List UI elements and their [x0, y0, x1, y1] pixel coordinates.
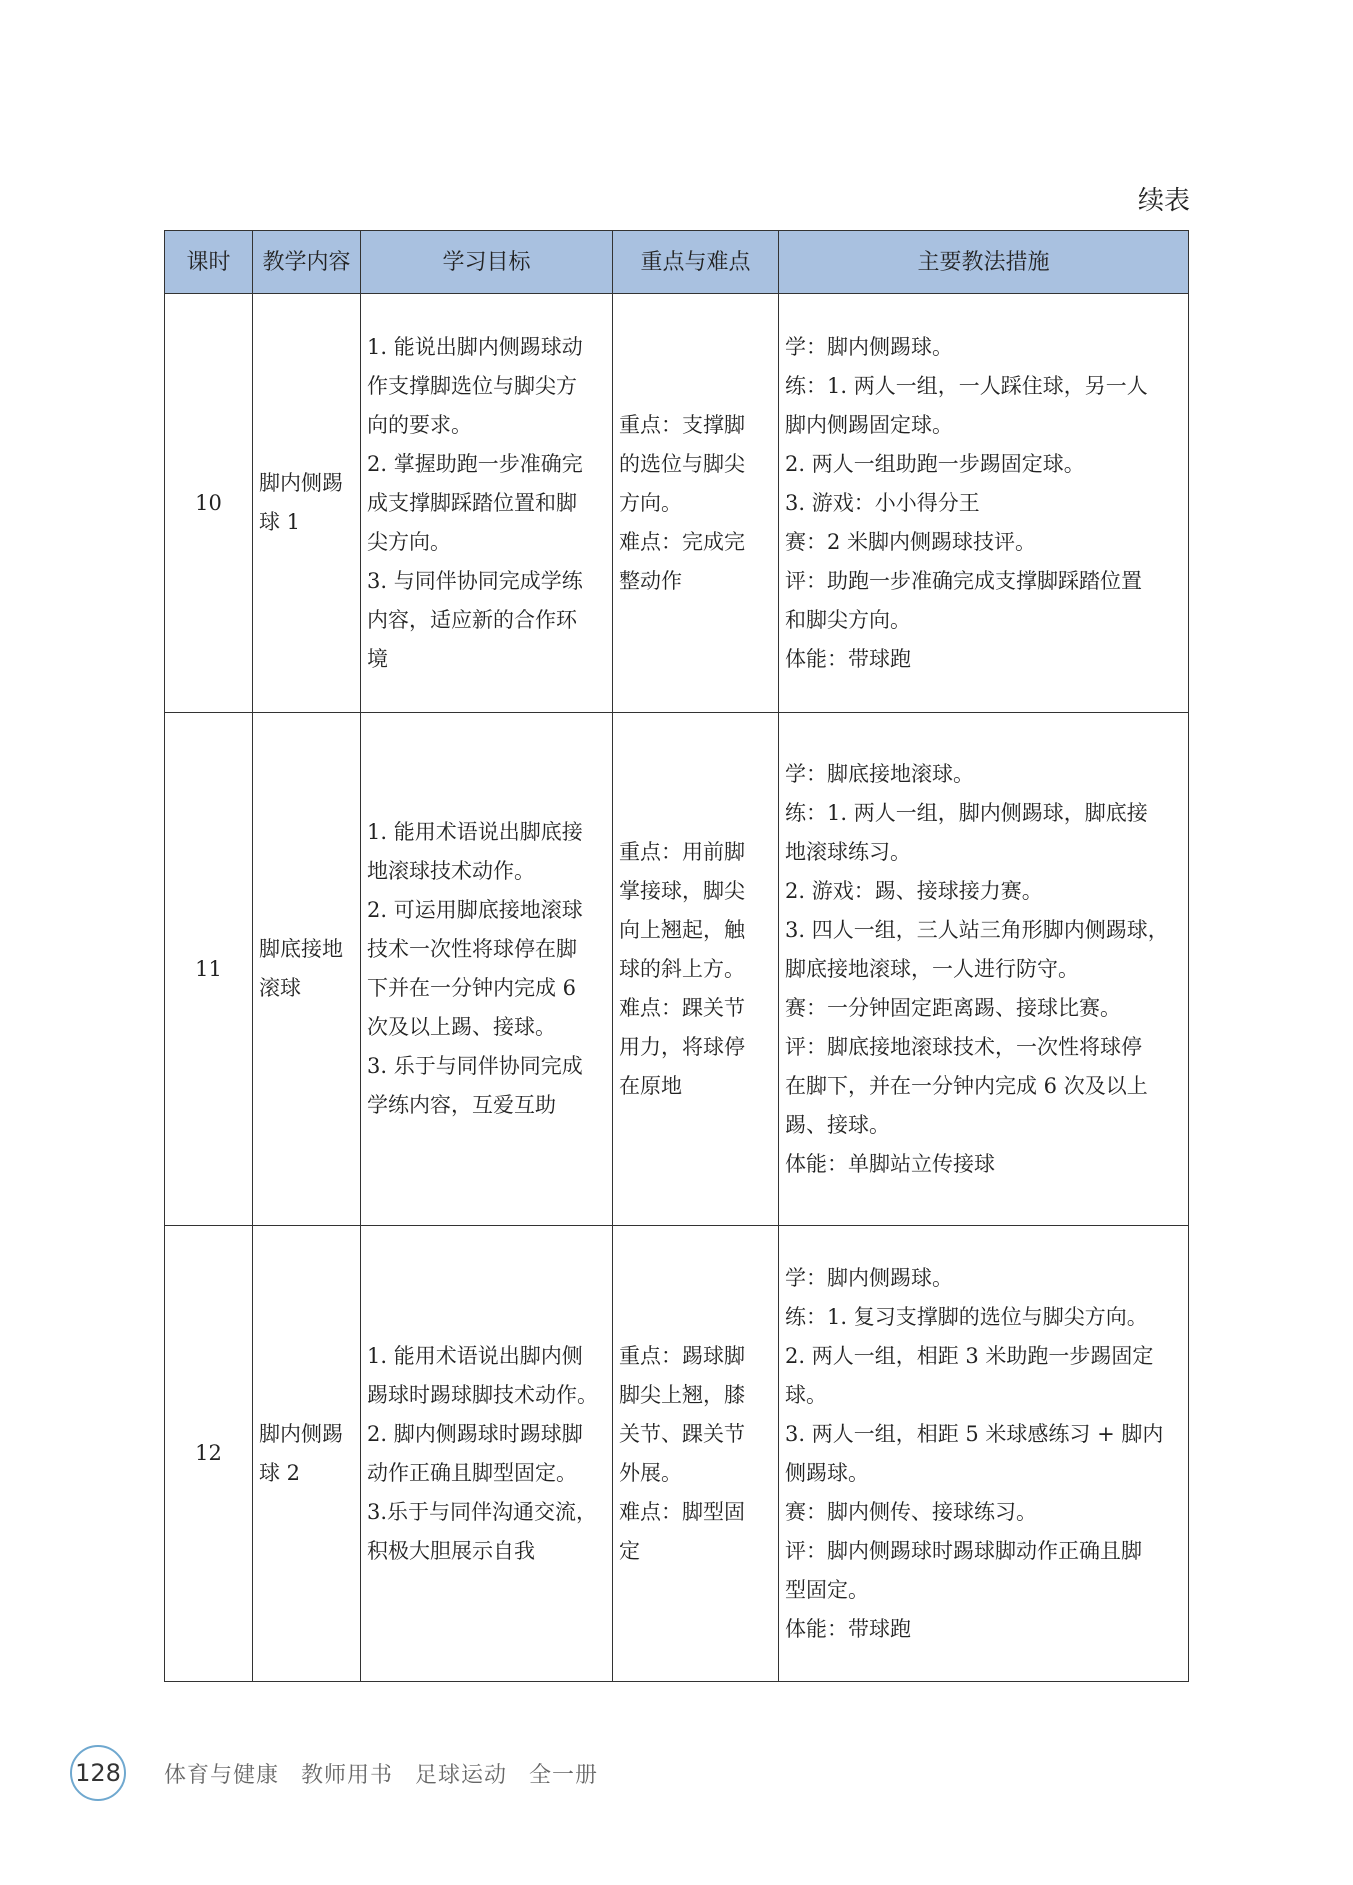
goals-cell: 1. 能用术语说出脚底接 地滚球技术动作。 2. 可运用脚底接地滚球 技术一次性将球停在脚 下并在一分钟内完成 6 次及以上踢、接球。 3. 乐于与同伴协同完成 学练内容，互爱互助	[361, 713, 613, 1226]
page-footer	[70, 1745, 598, 1801]
methods-cell: 学：脚内侧踢球。 练：1. 复习支撑脚的选位与脚尖方向。 2. 两人一组，相距 3 米助跑一步踢固定 球。 3. 两人一组，相距 5 米球感练习 + 脚内 侧踢球。 赛：脚内侧传、接球练习。 评：脚内侧踢球时踢球脚动作正确且脚 型固定。 体能：带球跑	[779, 1226, 1189, 1682]
book-title: 体育与健康 教师用书 足球运动 全一册	[164, 1762, 598, 1788]
column-header-content: 教学内容	[253, 231, 361, 294]
methods-cell: 学：脚底接地滚球。 练：1. 两人一组，脚内侧踢球，脚底接 地滚球练习。 2. 游戏：踢、接球接力赛。 3. 四人一组，三人站三角形脚内侧踢球， 脚底接地滚球，一人进行防守。 赛：一分钟固定距离踢、接球比赛。 评：脚底接地滚球技术，一次性将球停 在脚下，并在一分钟内完成 6 次及以上 踢、接球。 体能：单脚站立传接球	[779, 713, 1189, 1226]
methods-cell: 学：脚内侧踢球。 练：1. 两人一组，一人踩住球，另一人 脚内侧踢固定球。 2. 两人一组助跑一步踢固定球。 3. 游戏：小小得分王 赛：2 米脚内侧踢球技评。 评：助跑一步准确完成支撑脚踩踏位置 和脚尖方向。 体能：带球跑	[779, 294, 1189, 713]
table-row	[165, 294, 1189, 713]
lesson-plan-table	[164, 230, 1189, 1682]
page-number: 128	[70, 1745, 126, 1801]
content-cell: 脚内侧踢 球 1	[253, 294, 361, 713]
key-points-cell: 重点：踢球脚 脚尖上翘，膝 关节、踝关节 外展。 难点：脚型固 定	[613, 1226, 779, 1682]
column-header-period: 课时	[165, 231, 253, 294]
content-cell: 脚内侧踢 球 2	[253, 1226, 361, 1682]
goals-cell: 1. 能说出脚内侧踢球动 作支撑脚选位与脚尖方 向的要求。 2. 掌握助跑一步准确完 成支撑脚踩踏位置和脚 尖方向。 3. 与同伴协同完成学练 内容，适应新的合作环 境	[361, 294, 613, 713]
key-points-cell: 重点：支撑脚 的选位与脚尖 方向。 难点：完成完 整动作	[613, 294, 779, 713]
table-row	[165, 1226, 1189, 1682]
column-header-key-points: 重点与难点	[613, 231, 779, 294]
content-cell: 脚底接地 滚球	[253, 713, 361, 1226]
table-header-row	[165, 231, 1189, 294]
period-cell: 10	[165, 294, 253, 713]
period-cell: 11	[165, 713, 253, 1226]
table-row	[165, 713, 1189, 1226]
period-cell: 12	[165, 1226, 253, 1682]
column-header-methods: 主要教法措施	[779, 231, 1189, 294]
column-header-goals: 学习目标	[361, 231, 613, 294]
goals-cell: 1. 能用术语说出脚内侧 踢球时踢球脚技术动作。 2. 脚内侧踢球时踢球脚 动作正确且脚型固定。 3.乐于与同伴沟通交流， 积极大胆展示自我	[361, 1226, 613, 1682]
key-points-cell: 重点：用前脚 掌接球，脚尖 向上翘起，触 球的斜上方。 难点：踝关节 用力，将球停 在原地	[613, 713, 779, 1226]
continued-label: 续表	[1137, 186, 1190, 216]
